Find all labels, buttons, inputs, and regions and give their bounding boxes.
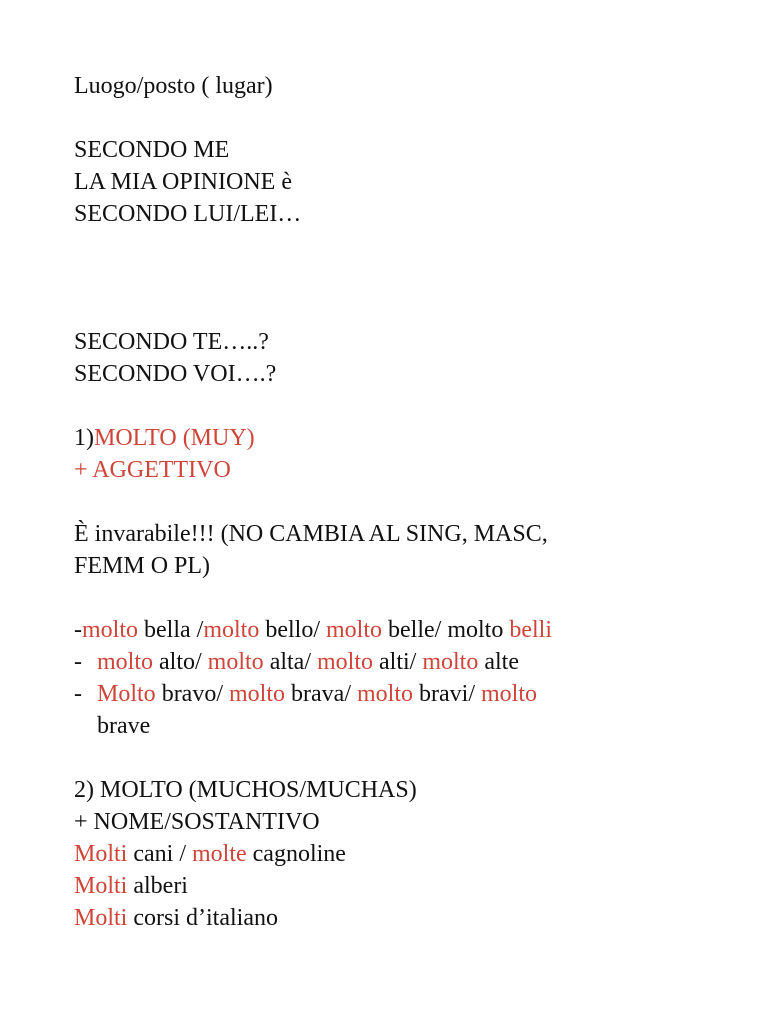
example-text: alte bbox=[478, 649, 519, 675]
example-line-1 bbox=[74, 614, 552, 646]
question-line-2: SECONDO VOI….? bbox=[74, 361, 277, 387]
example-word: molto bbox=[207, 649, 264, 675]
section1-subheading: + AGGETTIVO bbox=[74, 457, 231, 483]
noun-example-2 bbox=[74, 870, 188, 902]
section1-heading-red: MOLTO (MUY) bbox=[94, 425, 255, 451]
example-text: brava/ bbox=[285, 681, 357, 707]
example-word: molto bbox=[480, 681, 537, 707]
opinion-line-2: LA MIA OPINIONE è bbox=[74, 169, 292, 195]
example-word: Molti bbox=[74, 873, 128, 899]
example-word: Molti bbox=[74, 905, 128, 931]
example-text: bravi/ bbox=[413, 681, 481, 707]
example-word: molto bbox=[326, 617, 383, 643]
example-text: alta/ bbox=[263, 649, 317, 675]
section2-subheading: + NOME/SOSTANTIVO bbox=[74, 809, 320, 835]
example-text: bello/ bbox=[259, 617, 326, 643]
list-dash: - bbox=[74, 681, 82, 707]
example-text: alti/ bbox=[373, 649, 423, 675]
example-line-3-continued: brave bbox=[97, 713, 151, 739]
section1-note-line-1: È invarabile!!! (NO CAMBIA AL SING, MASC, bbox=[74, 521, 548, 547]
example-line-3 bbox=[74, 678, 537, 710]
example-word: molto bbox=[317, 649, 374, 675]
opinion-line-1: SECONDO ME bbox=[74, 137, 230, 163]
example-word: molte bbox=[191, 841, 247, 867]
section2-heading: 2) MOLTO (MUCHOS/MUCHAS) bbox=[74, 777, 417, 803]
example-word: molto bbox=[356, 681, 413, 707]
example-word: molto bbox=[82, 617, 139, 643]
example-dash: - bbox=[74, 617, 82, 643]
noun-example-1 bbox=[74, 838, 346, 870]
example-text: alberi bbox=[127, 873, 188, 899]
question-line-1: SECONDO TE…..? bbox=[74, 329, 269, 355]
example-text: alto/ bbox=[153, 649, 208, 675]
example-text: cani / bbox=[127, 841, 192, 867]
example-word: Molti bbox=[74, 841, 128, 867]
example-word: belli bbox=[509, 617, 552, 643]
example-text: belle/ molto bbox=[382, 617, 510, 643]
list-dash: - bbox=[74, 649, 82, 675]
example-word: molto bbox=[97, 649, 154, 675]
example-text: bella / bbox=[138, 617, 204, 643]
example-word: molto bbox=[422, 649, 479, 675]
title: Luogo/posto ( lugar) bbox=[74, 73, 273, 99]
section1-note-line-2: FEMM O PL) bbox=[74, 553, 211, 579]
section1-heading bbox=[74, 422, 255, 454]
example-word: Molto bbox=[97, 681, 156, 707]
noun-example-3 bbox=[74, 902, 278, 934]
example-text: corsi d’italiano bbox=[127, 905, 278, 931]
example-text: cagnoline bbox=[246, 841, 346, 867]
example-text: bravo/ bbox=[155, 681, 229, 707]
section1-number: 1) bbox=[74, 425, 94, 451]
example-word: molto bbox=[229, 681, 286, 707]
example-word: molto bbox=[203, 617, 260, 643]
example-line-2 bbox=[74, 646, 519, 678]
opinion-line-3: SECONDO LUI/LEI… bbox=[74, 201, 302, 227]
